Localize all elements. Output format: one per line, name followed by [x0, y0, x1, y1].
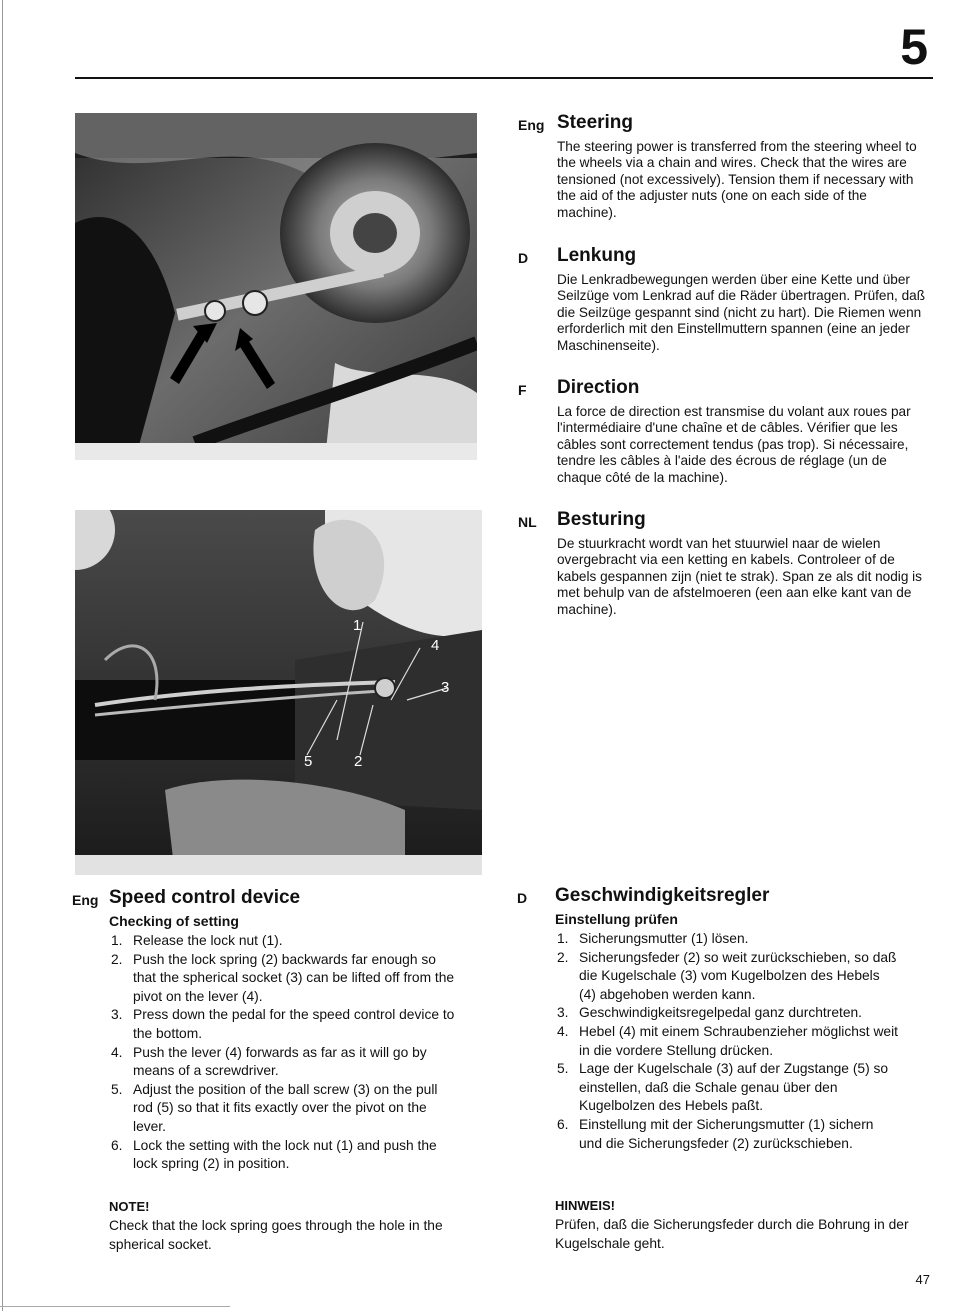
note-text-en: Check that the lock spring goes through the hole in the spherical socket. [109, 1218, 443, 1252]
callout-4: 4 [431, 637, 440, 654]
speed-steps-de [555, 930, 900, 1153]
steering-title-de: Lenkung [557, 245, 637, 266]
lang-tag-en-speed: Eng [72, 892, 99, 908]
note-title-en: NOTE! [109, 1199, 150, 1214]
list-item: 2. Push the lock spring (2) backwards far enough so that the spherical socket (3) can be lifted off from the pivot on the lever (4). [111, 951, 455, 1004]
steering-body-nl: De stuurkracht wordt van het stuurwiel naar de wielen overgebracht via een ketting en kabels. Controleer of de kabels gespannen zijn (niet te strak). Span ze als dit nodig is met behulp van de afstelmoeren (een aan elke kant van de machine). [557, 536, 922, 617]
speed-subtitle-de: Einstellung prüfen [555, 911, 678, 927]
steering-body-en: The steering power is transferred from the steering wheel to the wheels via a chain and wires. Check that the wires are tensioned (not excessively). Tension them if necessary with the aid of the adjuster nuts (one on each side of the machine). [557, 139, 917, 220]
list-item: 1. Release the lock nut (1). [111, 933, 283, 948]
steering-adjuster-photo [75, 113, 477, 460]
list-item: 4. Push the lever (4) forwards as far as it will go by means of a screwdriver. [111, 1044, 427, 1079]
list-item: 2. Sicherungsfeder (2) so weit zurückschieben, so daß die Kugelschale (3) vom Kugelbolzen des Hebels (4) abgehoben werden kann. [557, 949, 897, 1002]
note-title-de: HINWEIS! [555, 1198, 615, 1213]
list-item: 5. Adjust the position of the ball screw (3) on the pull rod (5) so that it fits exactly over the pivot on the lever. [111, 1081, 438, 1134]
lang-tag-en: Eng [518, 117, 545, 133]
list-item: 4. Hebel (4) mit einem Schraubenzieher möglichst weit in die vordere Stellung drücken. [557, 1023, 898, 1058]
list-item: 3. Geschwindigkeitsregelpedal ganz durchtreten. [557, 1005, 863, 1021]
speed-title-en: Speed control device [109, 887, 301, 908]
speed-title-de: Geschwindigkeitsregler [555, 885, 770, 906]
lang-tag-nl: NL [518, 514, 537, 530]
steering-body-de: Die Lenkradbewegungen werden über eine Kette und über Seilzüge vom Lenkrad auf die Räder übertragen. Prüfen, daß die Seilzüge gespannt sind (nicht zu hart). Die Riemen wenn erforderlich mit den Einstellmuttern spannen (eine an jeder Maschinenseite). [557, 272, 926, 353]
steering-title-nl: Besturing [557, 509, 646, 530]
lang-tag-de-speed: D [517, 890, 528, 906]
steering-photo-illustration [75, 113, 477, 460]
lang-tag-de: D [518, 250, 529, 266]
list-item: 5. Lage der Kugelschale (3) auf der Zugstange (5) so einstellen, daß die Schale genau über den Kugelbolzen des Hebels paßt. [557, 1061, 889, 1114]
speed-subtitle-en: Checking of setting [109, 913, 239, 929]
callout-5: 5 [304, 753, 313, 770]
header-rule [75, 77, 933, 79]
list-item: 1. Sicherungsmutter (1) lösen. [557, 931, 749, 946]
bottom-rule [0, 1306, 230, 1307]
list-item: 6. Einstellung mit der Sicherungsmutter (1) sichern und die Sicherungsfeder (2) zurückschieben. [557, 1116, 874, 1151]
callout-3: 3 [441, 679, 450, 696]
speed-control-illustration [75, 510, 482, 875]
lang-tag-fr: F [518, 382, 527, 398]
steering-body-fr: La force de direction est transmise du volant aux roues par l'intermédiaire d'une chaîne et de câbles. Vérifier que les câbles sont correctement tendus (pas trop). Si nécessaire, tendre les câbles à l'aide des écrous de réglage (un de chaque côté de la machine). [557, 404, 911, 485]
speed-steps-en [109, 932, 459, 1174]
page-number: 47 [915, 1272, 930, 1287]
note-text-de: Prüfen, daß die Sicherungsfeder durch die Bohrung in der Kugelschale geht. [555, 1217, 909, 1251]
callout-1: 1 [353, 617, 362, 634]
page-left-edge [2, 0, 3, 1311]
list-item: 3. Press down the pedal for the speed control device to the bottom. [111, 1007, 455, 1041]
steering-title-fr: Direction [557, 377, 640, 398]
list-item: 6. Lock the setting with the lock nut (1) and push the lock spring (2) in position. [111, 1137, 437, 1172]
chapter-number: 5 [900, 19, 928, 75]
steering-title-en: Steering [557, 112, 634, 133]
callout-2: 2 [354, 753, 363, 770]
speed-control-photo [75, 510, 482, 875]
